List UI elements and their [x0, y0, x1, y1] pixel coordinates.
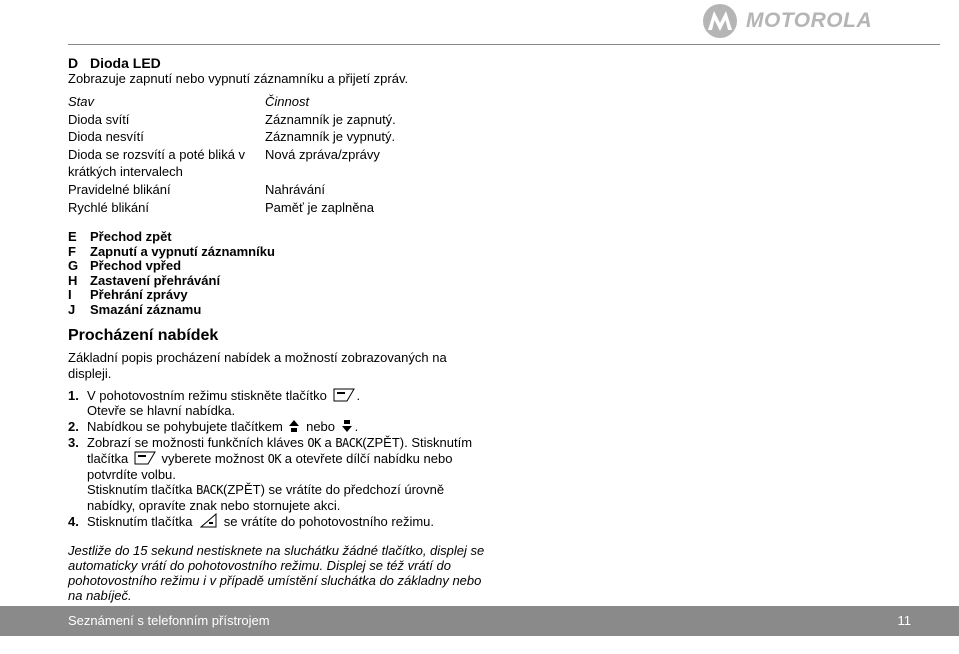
key-letter: E	[68, 229, 77, 244]
step-text: V pohotovostním režimu stiskněte tlačítko	[87, 388, 327, 403]
key-label: Přehrání zprávy	[90, 287, 188, 302]
up-arrow-icon	[288, 419, 300, 433]
step-number: 4.	[68, 514, 79, 530]
header-rule	[68, 44, 940, 45]
section-d-letter: D	[68, 55, 79, 71]
step-text: nebo	[306, 419, 336, 435]
step-text: .	[356, 388, 361, 403]
step-1	[68, 388, 488, 418]
key-letter: H	[68, 272, 78, 288]
step-text: Stisknutím tlačítka	[87, 514, 193, 530]
table-row	[68, 128, 396, 146]
step-number: 3.	[68, 435, 79, 451]
action-cell: Záznamník je vypnutý.	[265, 129, 396, 144]
step-3	[68, 435, 488, 513]
step-text: Nabídkou se pohybujete tlačítkem	[87, 419, 283, 435]
step-text: (ZPĚT) se vrátíte do předchozí úrovně nabídky, opravíte znak nebo stornujete akci.	[87, 482, 445, 514]
ok-key-label: OK	[307, 436, 321, 451]
state-cell: Rychlé blikání	[68, 200, 149, 215]
key-label: Smazání záznamu	[90, 301, 202, 317]
table-header-row	[68, 93, 396, 111]
state-cell: Dioda nesvítí	[68, 129, 144, 144]
ok-key-label: OK	[267, 452, 282, 467]
down-arrow-icon	[341, 419, 353, 433]
state-cell: Pravidelné blikání	[68, 182, 171, 197]
brand-name: MOTOROLA	[746, 9, 873, 32]
page-number: 11	[897, 613, 911, 628]
table-row	[68, 111, 396, 128]
brand-logo	[702, 2, 872, 40]
key-letter: G	[68, 258, 79, 273]
action-cell: Záznamník je zapnutý.	[265, 112, 396, 127]
key-label: Přechod vpřed	[90, 258, 182, 273]
state-cell: Dioda svítí	[68, 112, 130, 127]
back-key-label: BACK	[196, 483, 224, 498]
step-text: (ZPĚT). Stisknutím tlačítka	[87, 435, 473, 467]
back-key-label: BACK	[335, 436, 363, 451]
page-footer	[0, 606, 959, 636]
key-legend-item	[68, 245, 488, 260]
step-number: 1.	[68, 388, 79, 403]
key-letter: J	[68, 301, 76, 317]
step-number: 2.	[68, 419, 79, 435]
step-text: Stisknutím tlačítka	[87, 482, 193, 498]
footer-title: Seznámení s telefonním přístrojem	[68, 613, 270, 628]
end-key-icon	[200, 513, 218, 529]
motorola-logo-icon	[702, 3, 738, 39]
step-text: a otevřete dílčí nabídku nebo potvrdíte volbu.	[87, 451, 453, 483]
key-letter: I	[68, 287, 72, 302]
step-text: vyberete možnost	[161, 451, 265, 467]
key-legend	[68, 230, 488, 317]
table-row	[68, 146, 396, 181]
timeout-note: Jestliže do 15 sekund nestisknete na sluchátku žádné tlačítko, displej se automaticky vrátí do pohotovostního režimu. Displej se též vrátí do pohotovostního režimu i v případě umístění sluchátka do základny nebo na nabíječ.	[68, 543, 485, 604]
state-cell: Dioda se rozsvítí a poté bliká v krátkých intervalech	[68, 147, 246, 179]
step-text: .	[354, 419, 359, 435]
table-row	[68, 181, 396, 199]
step-text: a	[324, 435, 332, 451]
step-text: Otevře se hlavní nabídka.	[87, 403, 236, 419]
key-legend-item	[68, 288, 488, 303]
section-d-description: Zobrazuje zapnutí nebo vypnutí záznamníku a přijetí zpráv.	[68, 71, 409, 86]
key-legend-item	[68, 303, 488, 318]
action-cell: Paměť je zaplněna	[265, 200, 374, 215]
section-intro: Základní popis procházení nabídek a možností zobrazovaných na displeji.	[68, 350, 447, 381]
menu-key-icon	[333, 387, 355, 403]
led-state-table	[68, 93, 396, 216]
col-header-action: Činnost	[265, 94, 310, 109]
step-text: Zobrazí se možnosti funkčních kláves	[87, 435, 304, 451]
key-legend-item	[68, 259, 488, 274]
step-4	[68, 514, 488, 529]
key-letter: F	[68, 243, 76, 259]
step-text: se vrátíte do pohotovostního režimu.	[223, 514, 435, 530]
steps-list	[68, 388, 488, 529]
key-legend-item	[68, 230, 488, 245]
section-d-title	[68, 55, 488, 71]
table-row	[68, 199, 396, 216]
key-label: Zastavení přehrávání	[90, 272, 221, 288]
page-content	[68, 55, 488, 603]
action-cell: Nová zpráva/zprávy	[265, 147, 380, 162]
key-label: Přechod zpět	[90, 229, 172, 244]
step-2	[68, 419, 488, 434]
section-d-heading: Dioda LED	[90, 55, 161, 71]
key-label: Zapnutí a vypnutí záznamníku	[90, 243, 275, 259]
action-cell: Nahrávání	[265, 182, 325, 197]
key-legend-item	[68, 274, 488, 289]
menu-key-icon	[134, 450, 156, 466]
col-header-state: Stav	[68, 94, 95, 109]
section-heading: Procházení nabídek	[68, 327, 219, 344]
